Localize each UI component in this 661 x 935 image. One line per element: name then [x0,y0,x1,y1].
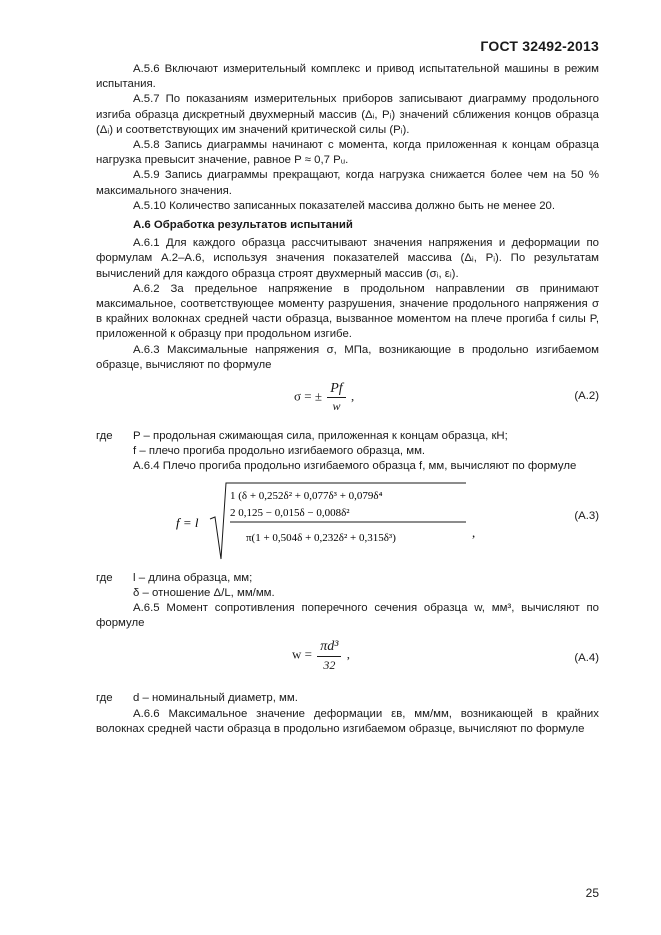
formula-a4-fraction [317,639,341,672]
where-a2-line1: P – продольная сжимающая сила, приложенная к концам образца, кН; [133,430,508,443]
clause-a510: А.5.10 Количество записанных показателей массива должно быть не менее 20. [133,199,556,212]
formula-a3-line2: 2 0,125 − 0,015δ − 0,008δ² [230,506,350,519]
formula-a4-denominator: 32 [323,657,336,672]
formula-a3-graphic [176,479,486,565]
where-a2 [96,429,599,459]
formula-a2-fraction [327,381,345,414]
clause-a61: А.6.1 Для каждого образца рассчитывают значения напряжения и деформации по формулам А.2–А.6, используя значения показателей массива (Δᵢ, Pᵢ). По результатам вычислений для каждого образца строят двухмерный массив (σᵢ, εᵢ). [96,237,599,280]
clause-a64: А.6.4 Плечо прогиба продольно изгибаемого образца f, мм, вычисляют по формуле [133,460,577,473]
where-a3 [96,571,599,601]
clause-a62: А.6.2 За предельное напряжение в продольном направлении σв принимают максимальное, соответствующее моменту разрушения, значение продольного напряжения σ в крайних волокнах средней части образца, вызванное моментом на плече прогиба f силы P, приложенной к образцу при продольном изгибе. [96,282,599,341]
section-heading-a6: А.6 Обработка результатов испытаний [133,219,353,232]
clause-a56: А.5.6 Включают измерительный комплекс и привод испытательной машины в режим испытания. [96,63,599,91]
standard-header: ГОСТ 32492-2013 [480,38,599,54]
clause-a63: А.6.3 Максимальные напряжения σ, МПа, возникающие в продольно изгибаемом образце, вычисляют по формуле [96,343,599,371]
formula-a4-tail: , [346,647,350,663]
formula-a2-numerator: Pf [327,381,345,398]
formula-a2 [96,377,599,423]
formula-a2-lhs: σ = ± [294,388,322,404]
formula-a3-number: (А.3) [574,509,599,522]
formula-a2-denominator: w [332,399,341,414]
formula-a4-numerator: πd³ [317,639,341,656]
where-a2-line2: f – плечо прогиба продольно изгибаемого образца, мм. [133,445,426,458]
where-a4 [96,691,599,706]
clause-a58: А.5.8 Запись диаграммы начинают с момента, когда приложенная к концам образца нагрузка превысит значение, равное P ≈ 0,7 Pᵤ. [96,139,599,167]
formula-a4 [96,639,599,683]
formula-a4-number: (А.4) [574,652,599,665]
formula-a3-denominator: π(1 + 0,504δ + 0,232δ² + 0,315δ³) [246,531,396,544]
formula-a2-number: (А.2) [574,390,599,403]
formula-a2-tail: , [350,388,355,404]
formula-a3-line1: 1 (δ + 0,252δ² + 0,077δ³ + 0,079δ⁴ [230,489,383,502]
formula-a3-tail: , [472,524,476,540]
clause-a59: А.5.9 Запись диаграммы прекращают, когда нагрузка снижается более чем на 50 % максимального значения. [96,169,599,197]
formula-a4-lhs: w = [292,647,312,663]
document-body [96,62,599,737]
clause-a57: А.5.7 По показаниям измерительных приборов записывают диаграмму продольного изгиба образца дискретный двухмерный массив (Δᵢ, Pᵢ) значений сближения концов образца (Δᵢ) и соответствующих им значений критической силы (Pᵢ). [96,93,599,136]
where-a3-line2: δ – отношение Δ/L, мм/мм. [133,586,275,599]
formula-a3 [96,479,599,565]
where-label: где [96,571,113,584]
where-a3-line1: l – длина образца, мм; [133,571,253,584]
where-label: где [96,430,113,443]
clause-a66: А.6.6 Максимальное значение деформации εв, мм/мм, возникающей в крайних волокнах средней части образца в продольно изгибаемом образце, вычисляют по формуле [96,707,599,735]
clause-a65: А.6.5 Момент сопротивления поперечного сечения образца w, мм³, вычисляют по формуле [96,602,599,630]
formula-a3-lhs: f = l [176,514,199,530]
where-label: где [96,692,113,705]
where-a4-line1: d – номинальный диаметр, мм. [133,692,298,705]
page-number: 25 [585,886,599,900]
